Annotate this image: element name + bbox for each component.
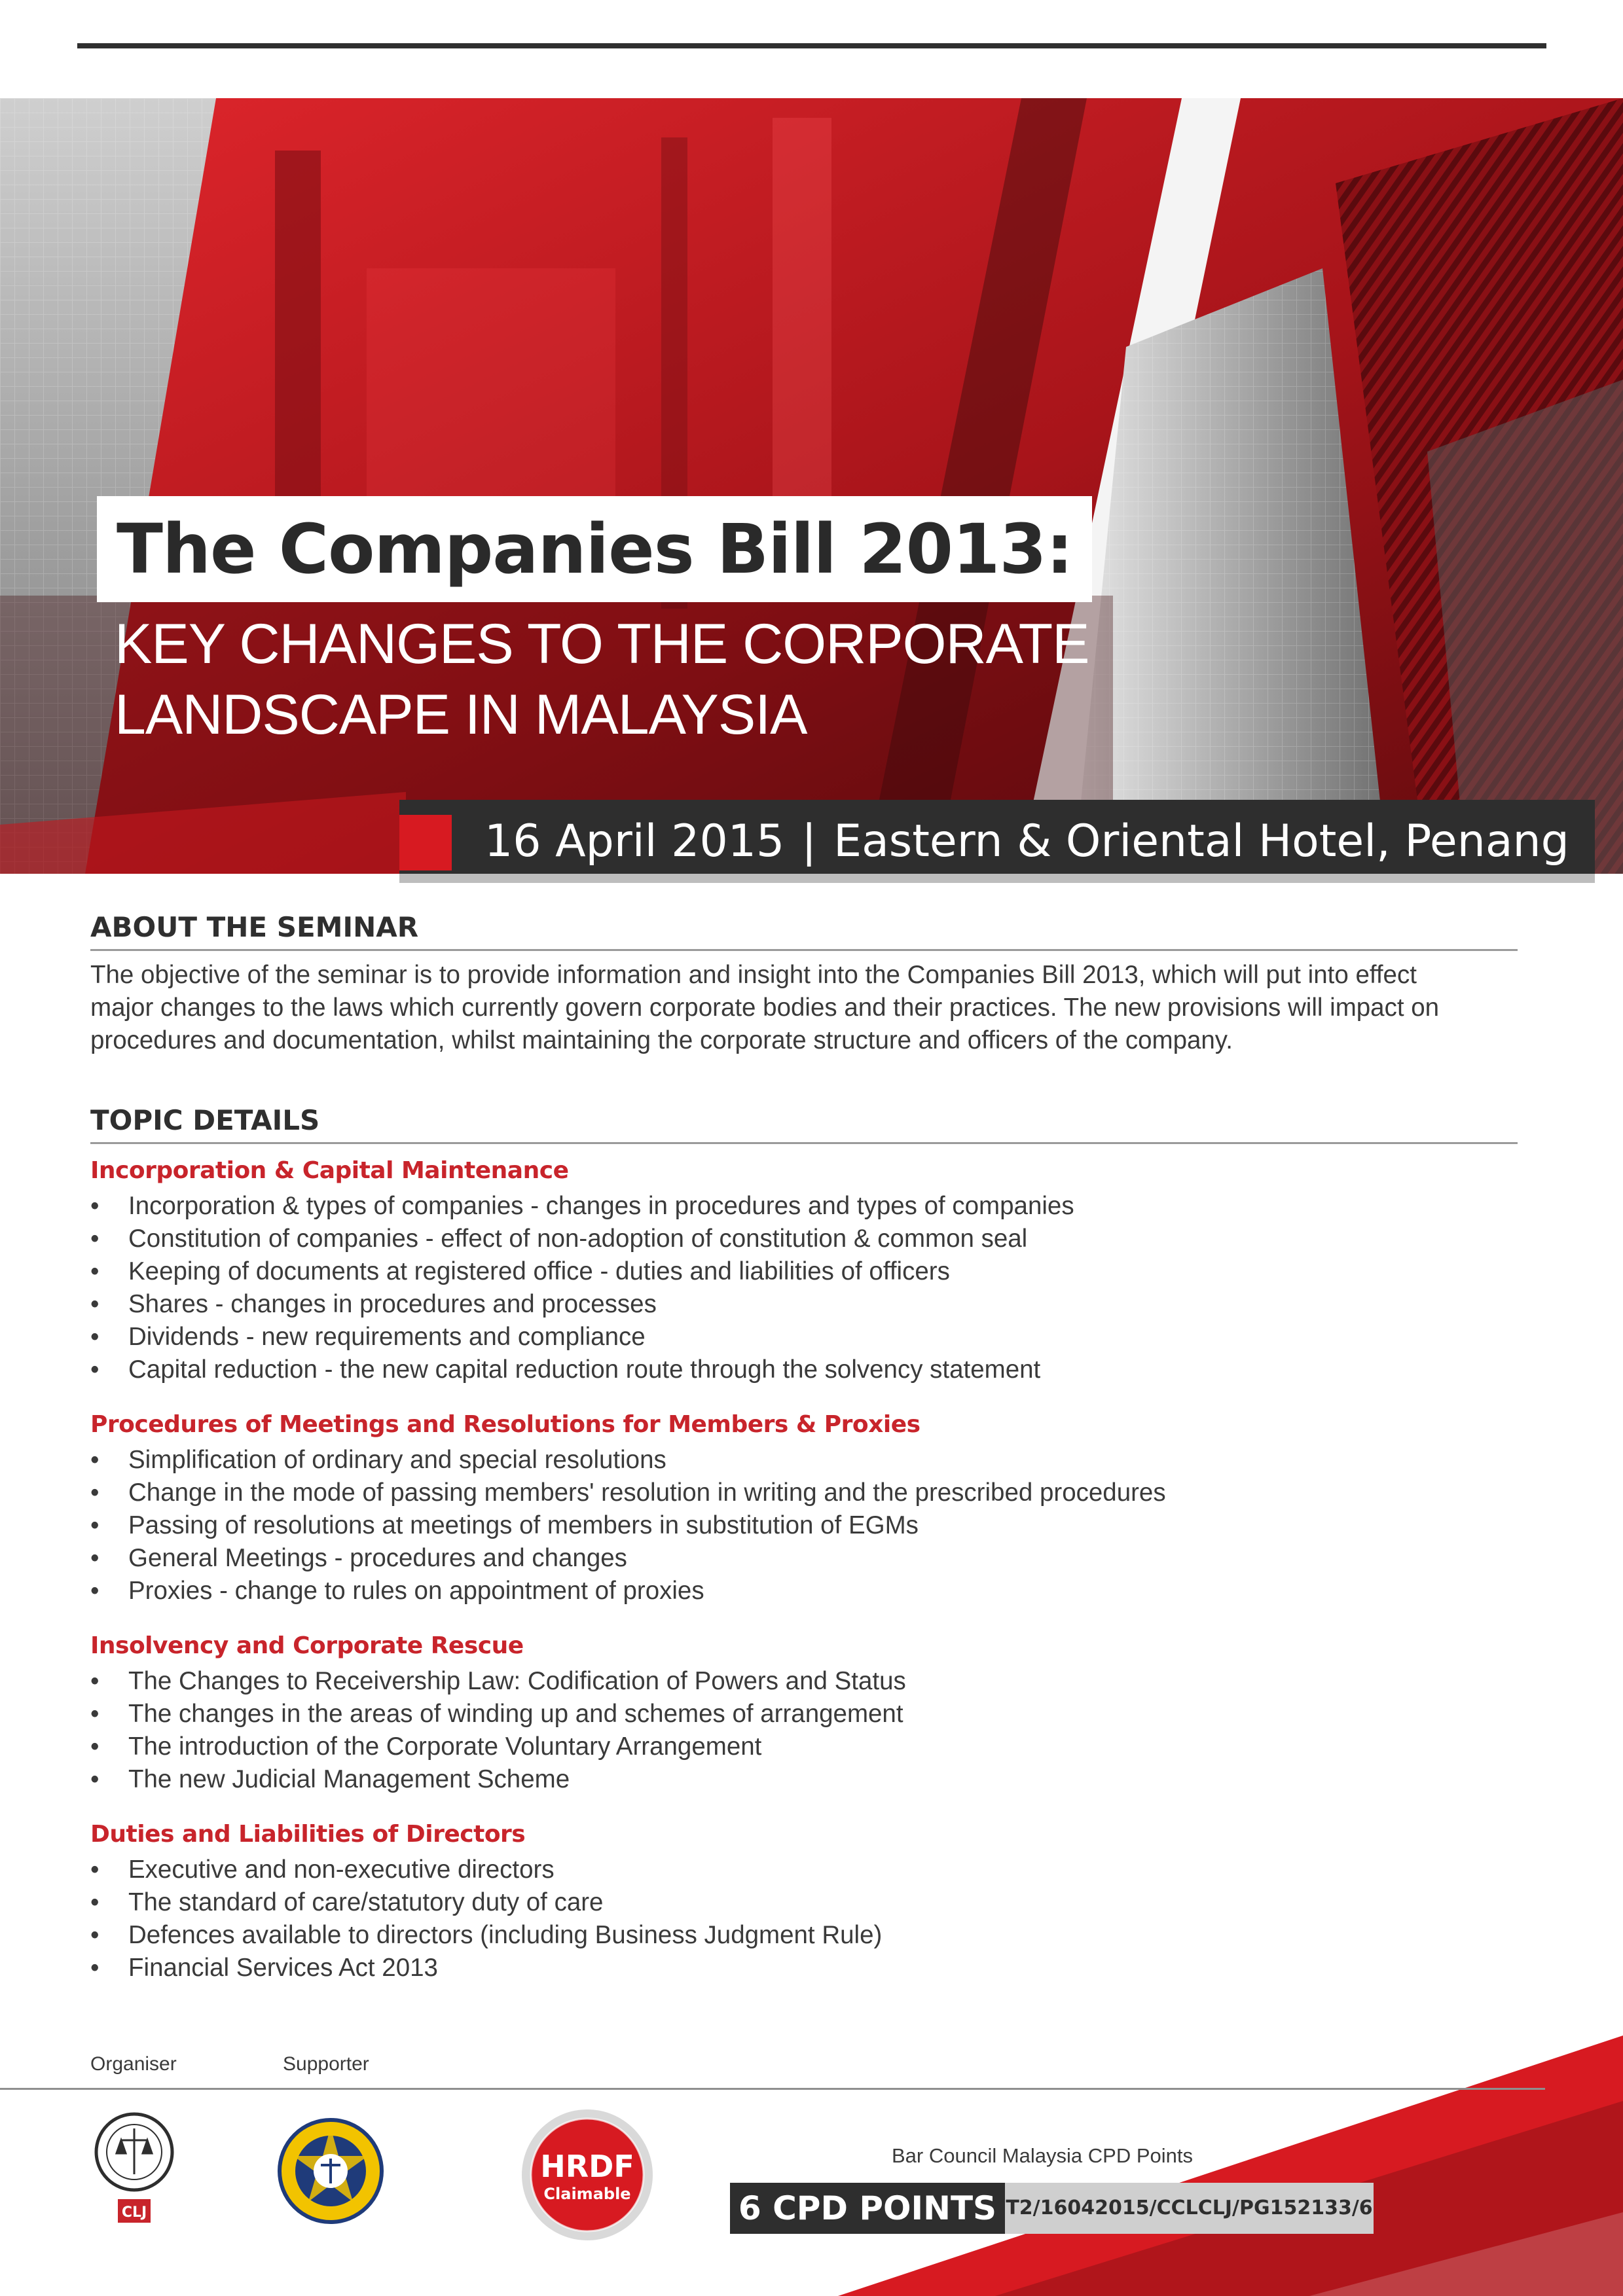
list-item: • The introduction of the Corporate Voluntary Arrangement [90, 1731, 1531, 1763]
topic-title: Duties and Liabilities of Directors [90, 1821, 526, 1848]
list-item: • Change in the mode of passing members' resolution in writing and the prescribed procedures [90, 1477, 1531, 1509]
supporter-label: Supporter [283, 2053, 369, 2075]
topic-title: Insolvency and Corporate Rescue [90, 1632, 524, 1659]
hrdf-claimable-text: Claimable [543, 2185, 631, 2203]
event-date: 16 April 2015 [484, 816, 785, 867]
organiser-logo [92, 2101, 177, 2229]
about-text [90, 959, 1531, 1057]
list-item: • Executive and non-executive directors [90, 1854, 1531, 1886]
list-item: • The standard of care/statutory duty of care [90, 1886, 1531, 1919]
list-item: • Constitution of companies - effect of non-adoption of constitution & common seal [90, 1223, 1531, 1255]
seminar-title: The Companies Bill 2013: [117, 509, 1073, 589]
list-item: • The new Judicial Management Scheme [90, 1763, 1531, 1796]
about-heading: ABOUT THE SEMINAR [90, 908, 1518, 951]
list-item: • The Changes to Receivership Law: Codification of Powers and Status [90, 1665, 1531, 1698]
subtitle-line: KEY CHANGES TO THE CORPORATE [115, 613, 1089, 675]
hero-banner [0, 98, 1623, 874]
hrdf-text: HRDF [540, 2149, 634, 2184]
list-item: • Simplification of ordinary and special resolutions [90, 1444, 1531, 1477]
cpd-code: T2/16042015/CCLCLJ/PG152133/6 [1005, 2183, 1374, 2234]
about-line: major changes to the laws which currently govern corporate bodies and their practices. The new provisions will impact on [90, 994, 1440, 1022]
top-rule [77, 43, 1546, 48]
list-item: • Dividends - new requirements and compliance [90, 1321, 1531, 1354]
supporter-logo [275, 2115, 386, 2227]
list-item: • Capital reduction - the new capital reduction route through the solvency statement [90, 1354, 1531, 1386]
topics-heading: TOPIC DETAILS [90, 1102, 1518, 1144]
topic-list [90, 1152, 1531, 2004]
topic-group [90, 1816, 1531, 1984]
hrdf-badge [519, 2106, 656, 2244]
subtitle-line: LANDSCAPE IN MALAYSIA [115, 683, 807, 746]
list-item: • Financial Services Act 2013 [90, 1952, 1531, 1984]
list-item: • Defences available to directors (including Business Judgment Rule) [90, 1919, 1531, 1952]
date-bar-accent [399, 815, 452, 870]
topic-title: Incorporation & Capital Maintenance [90, 1157, 569, 1184]
footer-rule [0, 2088, 1545, 2090]
list-item: • The changes in the areas of winding up and schemes of arrangement [90, 1698, 1531, 1731]
date-separator: | [801, 816, 817, 867]
list-item: • Proxies - change to rules on appointment of proxies [90, 1575, 1531, 1607]
topic-group [90, 1152, 1531, 1386]
about-line: procedures and documentation, whilst maintaining the corporate structure and officers of the company. [90, 1026, 1233, 1054]
organiser-label: Organiser [90, 2053, 177, 2075]
cpd-caption: Bar Council Malaysia CPD Points [892, 2144, 1194, 2167]
cpd-points-badge: 6 CPD POINTS [730, 2183, 1005, 2234]
list-item: • Passing of resolutions at meetings of members in substitution of EGMs [90, 1509, 1531, 1542]
organiser-logo-text: CLJ [121, 2204, 147, 2221]
list-item: • Keeping of documents at registered office - duties and liabilities of officers [90, 1255, 1531, 1288]
topic-group [90, 1627, 1531, 1796]
date-venue-text [484, 800, 1584, 883]
about-line: The objective of the seminar is to provide information and insight into the Companies Bill 2013, which will put into effect [90, 961, 1417, 989]
title-box [97, 496, 1092, 602]
seminar-subtitle [115, 609, 1162, 750]
event-venue: Eastern & Oriental Hotel, Penang [833, 816, 1569, 867]
list-item: • Incorporation & types of companies - changes in procedures and types of companies [90, 1190, 1531, 1223]
topic-title: Procedures of Meetings and Resolutions for Members & Proxies [90, 1411, 921, 1438]
topic-group [90, 1406, 1531, 1607]
hero-background-image [0, 98, 1623, 874]
list-item: • General Meetings - procedures and changes [90, 1542, 1531, 1575]
list-item: • Shares - changes in procedures and processes [90, 1288, 1531, 1321]
